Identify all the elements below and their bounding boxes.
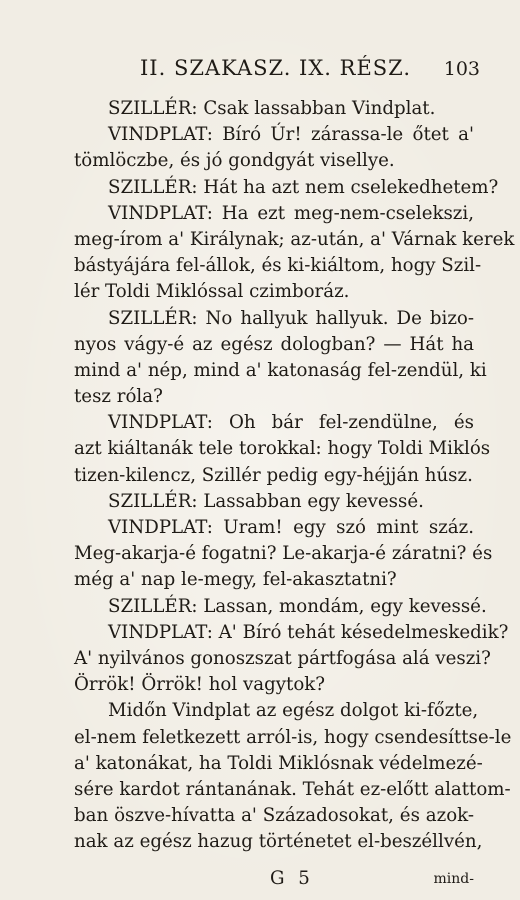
text-line: SZILLÉR: Lassabban egy kevessé. <box>108 490 424 512</box>
text-line: A' nyilvános gonoszszat pártfogása alá veszi? <box>74 647 491 669</box>
text-line: tömlöczbe, és jó gondgyát visellye. <box>74 150 395 172</box>
running-head: II. SZAKASZ. IX. RÉSZ. <box>140 56 412 80</box>
text-line: tesz róla? <box>74 386 163 408</box>
text-line: lér Toldi Miklóssal czimboráz. <box>74 281 350 303</box>
page-footer <box>74 866 474 892</box>
text-line: meg-írom a' Királynak; az-után, a' Várnak kerek <box>74 228 515 250</box>
text-line: azt kiáltanák tele torokkal: hogy Toldi Miklós <box>74 438 491 460</box>
text-line: SZILLÉR: No hallyuk hallyuk. De bizo- <box>108 307 474 329</box>
text-line: tizen-kilencz, Szillér pedig egy-héjján húsz. <box>74 464 473 486</box>
text-line: ban öszve-hívatta a' Századosokat, és azok- <box>74 805 474 827</box>
text-line: SZILLÉR: Csak lassabban Vindplat. <box>108 98 436 119</box>
text-line: sére kardot rántanának. Tehát ez-előtt alattom- <box>74 778 511 800</box>
printer-signature: G 5 <box>270 868 314 889</box>
page-number: 103 <box>443 58 480 80</box>
text-line: nak az egész hazug történetet el-beszéllvén, <box>74 831 483 853</box>
text-line: mind a' nép, mind a' katonaság fel-zendül, ki <box>74 359 487 381</box>
text-line: VINDPLAT: Uram! egy szó mint száz. <box>108 517 474 538</box>
text-line: nyos vágy-é az egész dologban? — Hát ha <box>74 333 474 355</box>
text-line: VINDPLAT: Ha ezt meg-nem-cselekszi, <box>108 202 474 224</box>
catchword: mind- <box>433 871 474 887</box>
text-line: Meg-akarja-é fogatni? Le-akarja-é záratni? és <box>74 543 493 565</box>
text-line: Midőn Vindplat az egész dolgot ki-főzte, <box>108 700 479 722</box>
text-line: Örrök! Örrök! hol vagytok? <box>74 674 326 696</box>
text-line: VINDPLAT: Oh bár fel-zendülne, és <box>108 412 474 434</box>
text-line: el-nem feletkezett arról-is, hogy csendesíttse-le <box>74 726 512 748</box>
text-line: még a' nap le-megy, fel-akasztatni? <box>74 569 397 591</box>
body-text <box>74 96 515 855</box>
text-line: VINDPLAT: Bíró Úr! zárassa-le őtet a' <box>108 124 474 146</box>
text-line: bástyájára fel-állok, és ki-kiáltom, hogy Szil- <box>74 255 482 277</box>
text-line: SZILLÉR: Hát ha azt nem cselekedhetem? <box>108 176 499 198</box>
page-header <box>100 56 480 86</box>
text-line: a' katonákat, ha Toldi Miklósnak védelmezé- <box>74 752 483 774</box>
text-line: SZILLÉR: Lassan, mondám, egy kevessé. <box>108 595 487 617</box>
text-line: VINDPLAT: A' Bíró tehát késedelmeskedik? <box>108 621 509 643</box>
